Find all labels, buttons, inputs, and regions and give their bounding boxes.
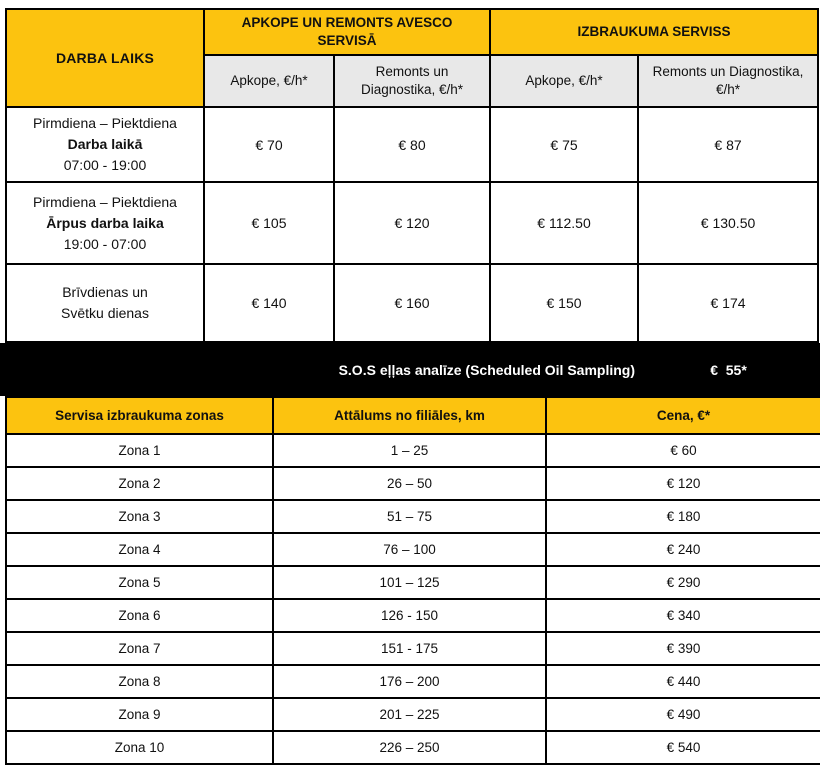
zone-row <box>6 698 820 731</box>
zone-name-cell: Zona 10 <box>6 731 273 764</box>
rate-value-cell: € 80 <box>334 107 490 182</box>
rate-value-cell: € 87 <box>638 107 818 182</box>
subheader-workshop-apkope: Apkope, €/h* <box>204 55 334 107</box>
zone-row <box>6 434 820 467</box>
rate-value-cell: € 70 <box>204 107 334 182</box>
zone-name-cell: Zona 5 <box>6 566 273 599</box>
rate-value-cell: € 174 <box>638 264 818 342</box>
subheader-field-apkope: Apkope, €/h* <box>490 55 638 107</box>
rate-row-label <box>6 182 204 264</box>
rate-value-cell: € 112.50 <box>490 182 638 264</box>
rate-row-label-line: Darba laikā <box>67 136 143 153</box>
zone-row <box>6 632 820 665</box>
rate-table-group-header-row <box>6 9 818 55</box>
rate-value-cell: € 120 <box>334 182 490 264</box>
zone-name-cell: Zona 2 <box>6 467 273 500</box>
zone-distance-cell: 51 – 75 <box>273 500 546 533</box>
zone-distance-cell: 26 – 50 <box>273 467 546 500</box>
rate-row-after-hours <box>6 182 818 264</box>
zone-price-cell: € 290 <box>546 566 820 599</box>
zones-table-header-row <box>6 397 820 434</box>
rate-row-label-line: Svētku dienas <box>61 305 149 322</box>
sos-banner-label: S.O.S eļļas analīze (Scheduled Oil Sampling) <box>338 361 635 378</box>
zone-price-cell: € 340 <box>546 599 820 632</box>
zone-name-cell: Zona 9 <box>6 698 273 731</box>
zone-price-cell: € 120 <box>546 467 820 500</box>
zone-row <box>6 533 820 566</box>
zones-header-zone: Servisa izbraukuma zonas <box>6 397 273 434</box>
rate-value-cell: € 130.50 <box>638 182 818 264</box>
rate-value-cell: € 105 <box>204 182 334 264</box>
rate-value-cell: € 75 <box>490 107 638 182</box>
zone-name-cell: Zona 4 <box>6 533 273 566</box>
zone-distance-cell: 101 – 125 <box>273 566 546 599</box>
zone-distance-cell: 1 – 25 <box>273 434 546 467</box>
rate-row-label-line: Pirmdiena – Piektdiena <box>33 193 177 210</box>
zones-header-distance: Attālums no filiāles, km <box>273 397 546 434</box>
field-service-group-header: IZBRAUKUMA SERVISS <box>490 9 818 55</box>
zone-distance-cell: 76 – 100 <box>273 533 546 566</box>
zone-name-cell: Zona 1 <box>6 434 273 467</box>
rate-row-holidays <box>6 264 818 342</box>
zone-price-cell: € 490 <box>546 698 820 731</box>
rate-row-label <box>6 107 204 182</box>
zone-price-cell: € 440 <box>546 665 820 698</box>
zone-price-cell: € 240 <box>546 533 820 566</box>
zone-price-cell: € 180 <box>546 500 820 533</box>
zone-price-cell: € 390 <box>546 632 820 665</box>
workshop-service-group-header: APKOPE UN REMONTS AVESCO SERVISĀ <box>204 9 490 55</box>
zone-row <box>6 467 820 500</box>
zone-row <box>6 731 820 764</box>
zone-distance-cell: 176 – 200 <box>273 665 546 698</box>
zone-distance-cell: 201 – 225 <box>273 698 546 731</box>
rate-row-label-line: Ārpus darba laika <box>46 214 164 231</box>
zone-name-cell: Zona 3 <box>6 500 273 533</box>
zone-distance-cell: 151 - 175 <box>273 632 546 665</box>
darba-laiks-header: DARBA LAIKS <box>6 9 204 107</box>
zone-row <box>6 566 820 599</box>
zones-header-price: Cena, €* <box>546 397 820 434</box>
zone-name-cell: Zona 7 <box>6 632 273 665</box>
rate-value-cell: € 160 <box>334 264 490 342</box>
rate-row-label-line: Brīvdienas un <box>62 284 148 301</box>
zone-distance-cell: 126 - 150 <box>273 599 546 632</box>
rate-value-cell: € 140 <box>204 264 334 342</box>
subheader-field-remonts: Remonts un Diagnostika, €/h* <box>638 55 818 107</box>
rate-row-label <box>6 264 204 342</box>
rate-row-working-hours <box>6 107 818 182</box>
zone-row <box>6 665 820 698</box>
rate-table <box>5 8 819 343</box>
zone-distance-cell: 226 – 250 <box>273 731 546 764</box>
subheader-workshop-remonts: Remonts un Diagnostika, €/h* <box>334 55 490 107</box>
zone-name-cell: Zona 8 <box>6 665 273 698</box>
zone-name-cell: Zona 6 <box>6 599 273 632</box>
zone-row <box>6 500 820 533</box>
sos-banner-price: € 55* <box>710 361 747 378</box>
rate-row-label-line: 07:00 - 19:00 <box>63 157 147 174</box>
rate-value-cell: € 150 <box>490 264 638 342</box>
zone-price-cell: € 60 <box>546 434 820 467</box>
sos-oil-sampling-banner <box>0 343 820 396</box>
zone-price-cell: € 540 <box>546 731 820 764</box>
zones-table <box>5 396 820 765</box>
zone-row <box>6 599 820 632</box>
rate-row-label-line: Pirmdiena – Piektdiena <box>33 115 177 132</box>
rate-row-label-line: 19:00 - 07:00 <box>63 235 147 252</box>
